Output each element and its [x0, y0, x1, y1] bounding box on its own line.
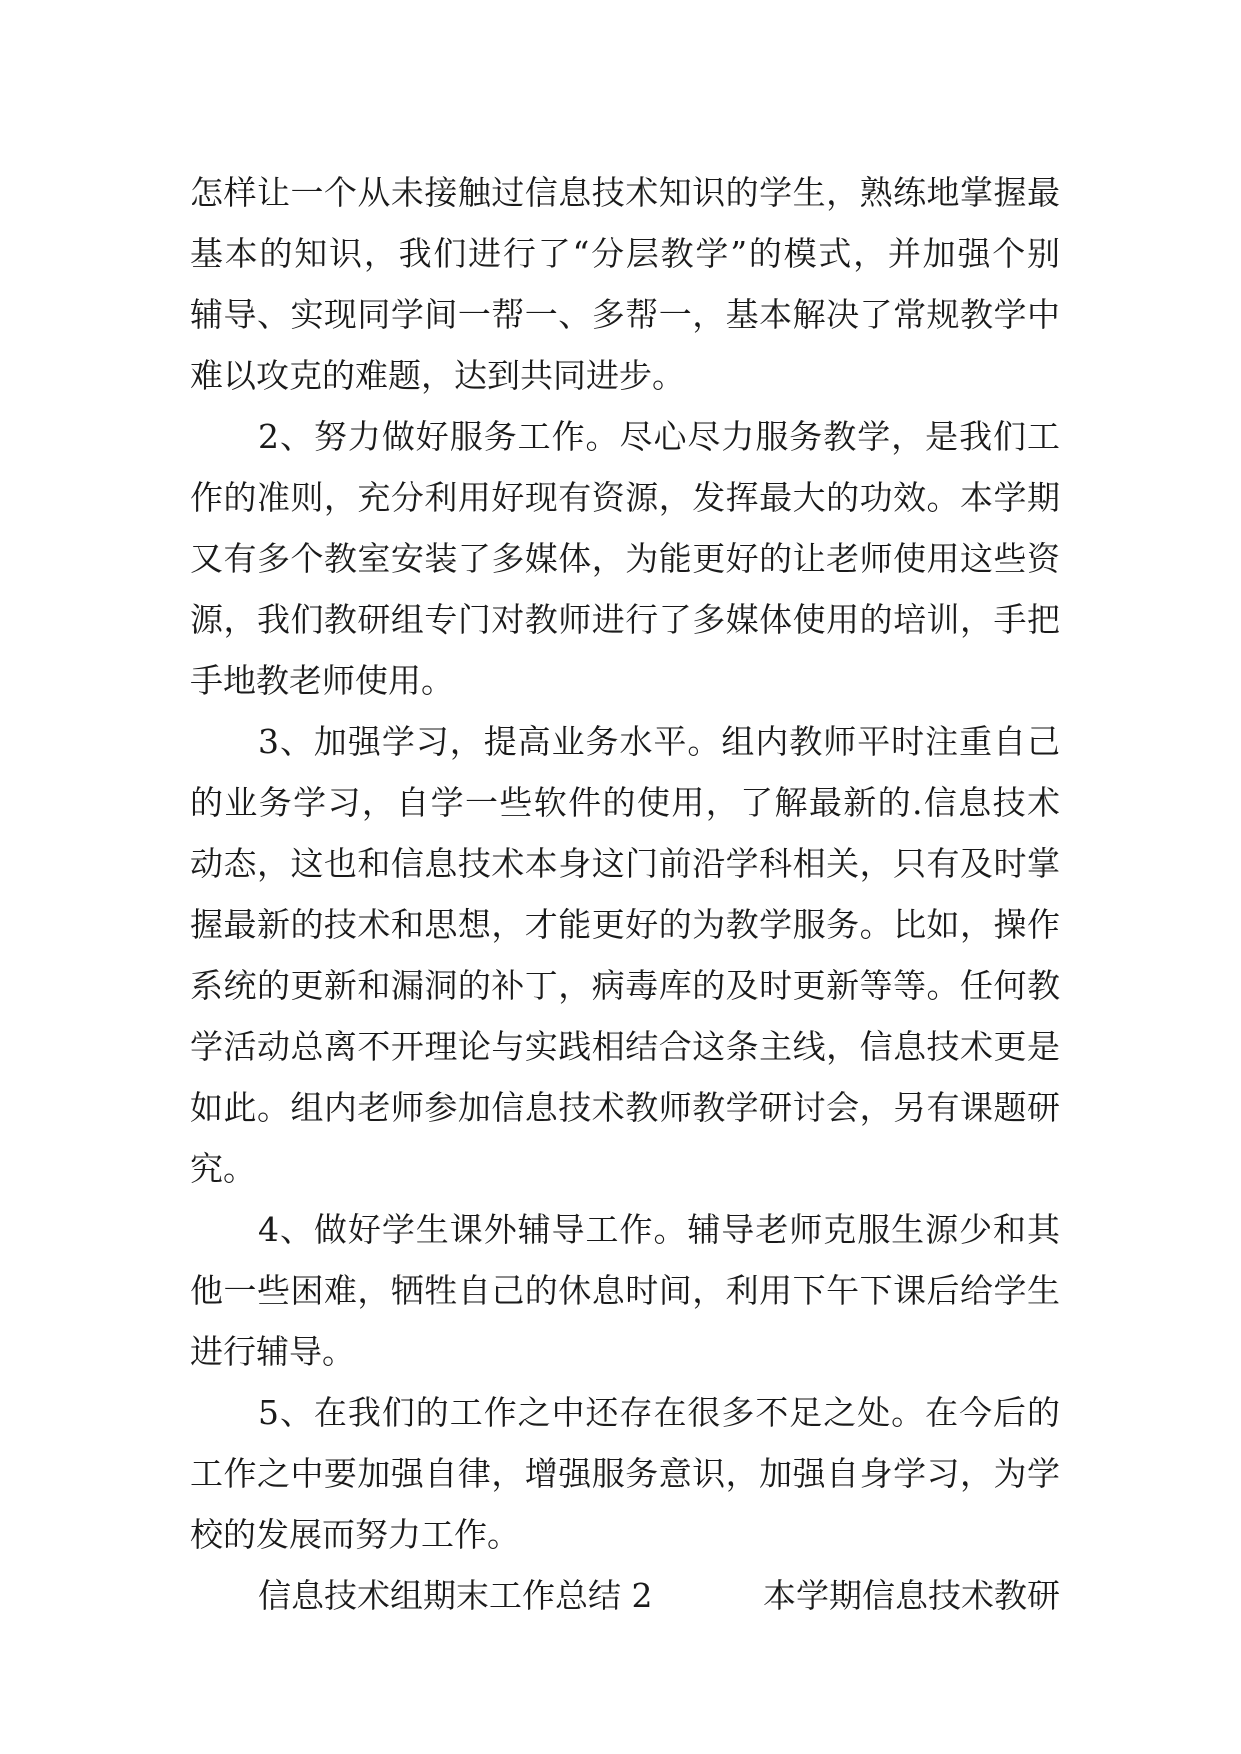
- text-line: 动态，这也和信息技术本身这门前沿学科相关，只有及时掌: [190, 844, 1060, 883]
- text-line: 的业务学习，自学一些软件的使用，了解最新的.信息技术: [190, 783, 1060, 822]
- text-line: 他一些困难，牺牲自己的休息时间，利用下午下课后给学生: [190, 1271, 1060, 1310]
- section-continuation: 本学期信息技术教研: [763, 1576, 1060, 1615]
- text-line: 系统的更新和漏洞的补丁，病毒库的及时更新等等。任何教: [190, 966, 1060, 1005]
- paragraph-4-first-line: 4、做好学生课外辅导工作。辅导老师克服生源少和其: [258, 1210, 1060, 1249]
- text-line: 源，我们教研组专门对教师进行了多媒体使用的培训，手把: [190, 600, 1060, 639]
- text-line: 又有多个教室安装了多媒体，为能更好的让老师使用这些资: [190, 539, 1060, 578]
- section-heading-line: [190, 1565, 1060, 1626]
- text-line: 究。: [190, 1149, 256, 1188]
- document-body: [190, 162, 1060, 1626]
- text-line: 工作之中要加强自律，增强服务意识，加强自身学习，为学: [190, 1454, 1060, 1493]
- text-line: 校的发展而努力工作。: [190, 1515, 520, 1554]
- paragraph-3-first-line: 3、加强学习，提高业务水平。组内教师平时注重自己: [258, 722, 1060, 761]
- section-title: 信息技术组期末工作总结 2: [258, 1576, 653, 1615]
- text-line: 难以攻克的难题，达到共同进步。: [190, 356, 685, 395]
- text-line: 作的准则，充分利用好现有资源，发挥最大的功效。本学期: [190, 478, 1060, 517]
- text-line: 学活动总离不开理论与实践相结合这条主线，信息技术更是: [190, 1027, 1060, 1066]
- text-line: 手地教老师使用。: [190, 661, 454, 700]
- text-line: 怎样让一个从未接触过信息技术知识的学生，熟练地掌握最: [190, 173, 1060, 212]
- text-line: 握最新的技术和思想，才能更好的为教学服务。比如，操作: [190, 905, 1060, 944]
- paragraph-2-first-line: 2、努力做好服务工作。尽心尽力服务教学，是我们工: [258, 417, 1060, 456]
- text-line: 基本的知识，我们进行了“分层教学”的模式，并加强个别: [190, 234, 1060, 273]
- text-line: 辅导、实现同学间一帮一、多帮一，基本解决了常规教学中: [190, 295, 1060, 334]
- text-line: 如此。组内老师参加信息技术教师教学研讨会，另有课题研: [190, 1088, 1060, 1127]
- text-line: 进行辅导。: [190, 1332, 355, 1371]
- paragraph-5-first-line: 5、在我们的工作之中还存在很多不足之处。在今后的: [258, 1393, 1060, 1432]
